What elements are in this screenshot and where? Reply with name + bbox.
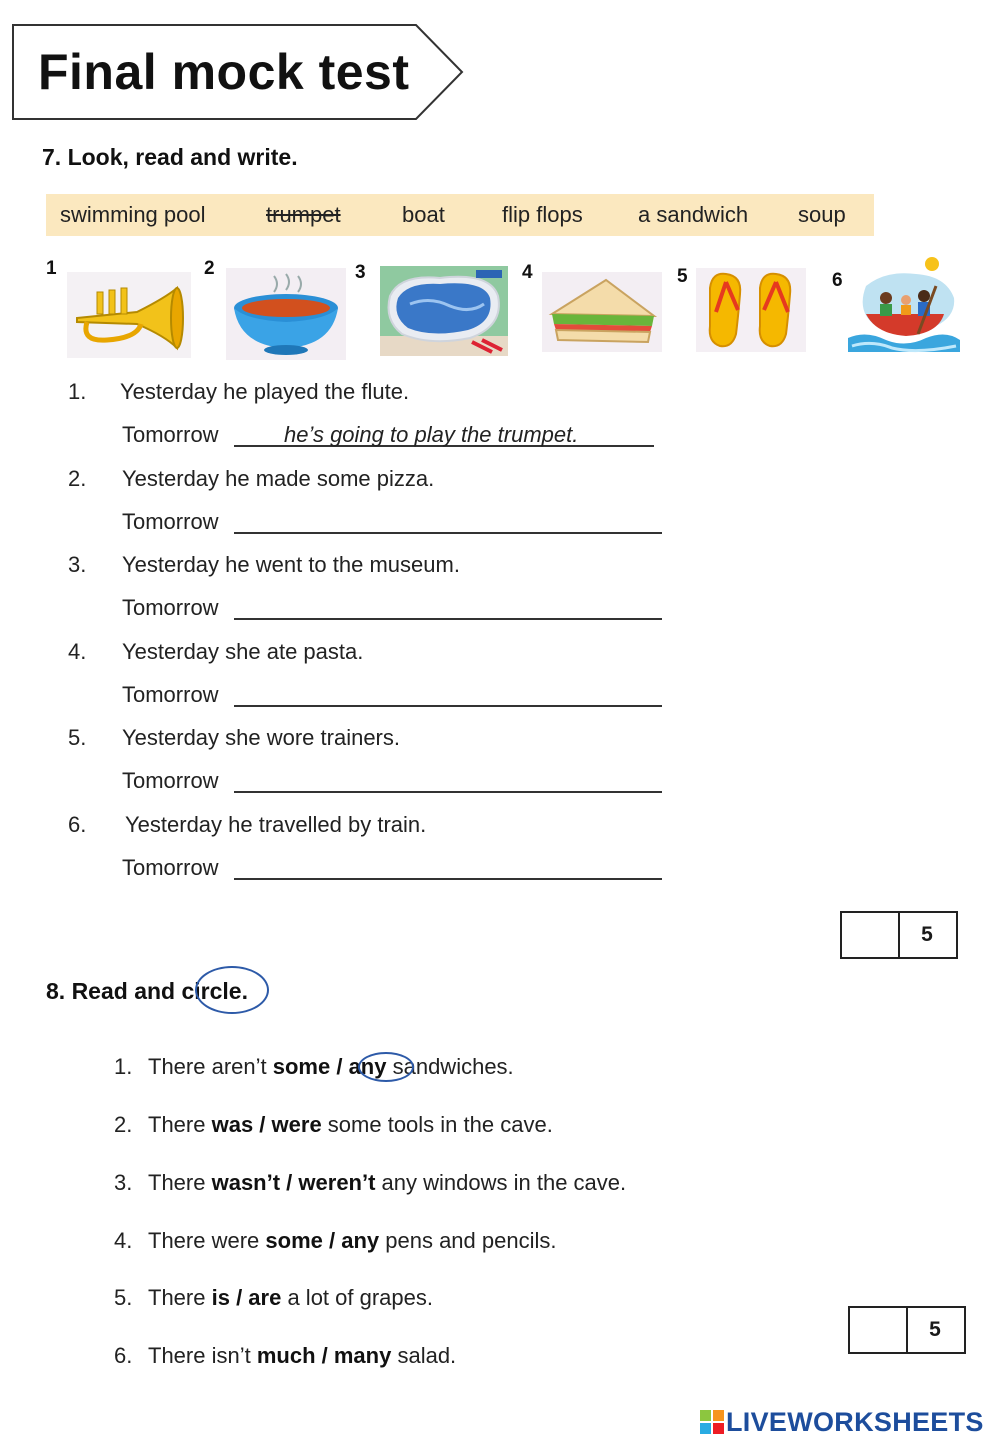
- sentence-text: salad.: [391, 1343, 457, 1368]
- option-2[interactable]: are: [248, 1285, 282, 1310]
- answer-line[interactable]: [234, 705, 662, 707]
- sentence-text: a lot of grapes.: [281, 1285, 433, 1310]
- option-1[interactable]: some: [265, 1228, 323, 1253]
- exercise-number: 2.: [68, 466, 87, 491]
- option-2[interactable]: any: [341, 1228, 380, 1253]
- exercise-number: 6.: [114, 1343, 133, 1368]
- exercise-number: 2.: [114, 1112, 133, 1137]
- sentence-text: There isn’t: [148, 1343, 257, 1368]
- answer-line[interactable]: [234, 791, 662, 793]
- option-separator: /: [253, 1112, 272, 1137]
- exercise-prompt: Yesterday she ate pasta.: [122, 639, 364, 664]
- sentence-text: There: [148, 1170, 212, 1195]
- score-total: 5: [898, 913, 954, 957]
- exercise-number: 4.: [68, 639, 87, 664]
- answer-line[interactable]: [234, 618, 662, 620]
- exercise-sentence: [148, 1228, 556, 1254]
- answer-line[interactable]: [234, 532, 662, 534]
- exercise-prompt: Yesterday he went to the museum.: [122, 552, 460, 577]
- option-1[interactable]: much: [256, 1343, 316, 1368]
- option-1[interactable]: wasn’t: [211, 1170, 281, 1195]
- footer-logo-text: LIVEWORKSHEETS: [726, 1406, 984, 1437]
- tomorrow-label: Tomorrow: [122, 422, 219, 447]
- trumpet-icon: [67, 272, 191, 358]
- picture-number: 6: [832, 270, 843, 291]
- word-bank-item: flip flops: [502, 202, 583, 227]
- liveworksheets-logo-icon: [700, 1410, 724, 1434]
- option-1[interactable]: is: [211, 1285, 230, 1310]
- option-1[interactable]: some: [272, 1054, 331, 1079]
- flip-flops-icon: [696, 268, 806, 352]
- picture-number: 5: [677, 266, 688, 287]
- section-7-score-box: [840, 911, 958, 959]
- sandwich-icon: [542, 272, 662, 352]
- boat-icon: [846, 256, 962, 356]
- exercise-sentence: [148, 1170, 626, 1196]
- word-bank-item: soup: [798, 202, 846, 227]
- exercise-number: 1.: [68, 379, 87, 404]
- picture-number: 1: [46, 258, 57, 279]
- tomorrow-label: Tomorrow: [122, 682, 219, 707]
- answer-text: he’s going to play the trumpet.: [284, 422, 579, 447]
- word-bank-item: a sandwich: [638, 202, 749, 227]
- word-bank-item: boat: [402, 202, 445, 227]
- page-title: Final mock test: [38, 44, 410, 100]
- circle-mark-example: [195, 966, 269, 1014]
- sentence-text: There were: [148, 1228, 266, 1253]
- exercise-prompt: Yesterday he played the flute.: [120, 379, 410, 404]
- exercise-sentence: [148, 1285, 433, 1311]
- exercise-prompt: Yesterday she wore trainers.: [122, 725, 400, 750]
- exercise-number: 3.: [114, 1170, 133, 1195]
- exercise-prompt: Yesterday he travelled by train.: [125, 812, 427, 837]
- sentence-text: pens and pencils.: [379, 1228, 557, 1253]
- tomorrow-label: Tomorrow: [122, 768, 219, 793]
- exercise-number: 3.: [68, 552, 87, 577]
- section-8-score-box: [848, 1306, 966, 1354]
- exercise-prompt: Yesterday he made some pizza.: [122, 466, 435, 491]
- option-1[interactable]: was: [211, 1112, 254, 1137]
- tomorrow-label: Tomorrow: [122, 509, 219, 534]
- sentence-text: some tools in the cave.: [321, 1112, 553, 1137]
- option-separator: /: [280, 1170, 299, 1195]
- option-separator: /: [322, 1228, 342, 1253]
- heading-period: .: [241, 978, 248, 1004]
- footer-logo: [700, 1408, 984, 1436]
- option-separator: /: [330, 1054, 349, 1079]
- exercise-number: 6.: [68, 812, 87, 837]
- score-input-cell[interactable]: [842, 913, 898, 957]
- exercise-number: 1.: [114, 1054, 133, 1079]
- word-bank: [46, 194, 874, 236]
- answer-line[interactable]: [234, 878, 662, 880]
- swimming-pool-icon: [380, 266, 508, 356]
- tomorrow-label: Tomorrow: [122, 855, 219, 880]
- option-2[interactable]: weren’t: [298, 1170, 376, 1195]
- circle-mark-answer: [358, 1052, 414, 1082]
- tomorrow-label: Tomorrow: [122, 595, 219, 620]
- word-bank-item: swimming pool: [60, 202, 206, 227]
- sentence-text: sandwiches.: [386, 1054, 514, 1079]
- picture-number: 4: [522, 262, 533, 283]
- exercise-sentence: [148, 1054, 514, 1080]
- exercise-sentence: [148, 1112, 553, 1138]
- option-2[interactable]: were: [271, 1112, 322, 1137]
- option-separator: /: [229, 1285, 249, 1310]
- sentence-text: There: [148, 1285, 212, 1310]
- option-2[interactable]: many: [333, 1343, 392, 1368]
- exercise-number: 5.: [68, 725, 87, 750]
- heading-circled-word: circle: [181, 978, 242, 1004]
- sentence-text: There: [148, 1112, 212, 1137]
- exercise-number: 5.: [114, 1285, 133, 1310]
- sentence-text: There aren’t: [148, 1054, 273, 1079]
- picture-number: 2: [204, 258, 215, 279]
- soup-bowl-icon: [226, 268, 346, 360]
- exercise-sentence: [148, 1343, 456, 1369]
- sentence-text: any windows in the cave.: [375, 1170, 627, 1195]
- exercise-number: 4.: [114, 1228, 133, 1253]
- option-2[interactable]: any: [348, 1054, 387, 1079]
- word-bank-item-crossed: trumpet: [266, 202, 341, 227]
- section-7-heading: 7. Look, read and write.: [42, 144, 298, 170]
- picture-number: 3: [355, 262, 366, 283]
- score-input-cell[interactable]: [850, 1308, 906, 1352]
- option-separator: /: [315, 1343, 334, 1368]
- heading-text: 8. Read and: [46, 978, 182, 1004]
- score-total: 5: [906, 1308, 962, 1352]
